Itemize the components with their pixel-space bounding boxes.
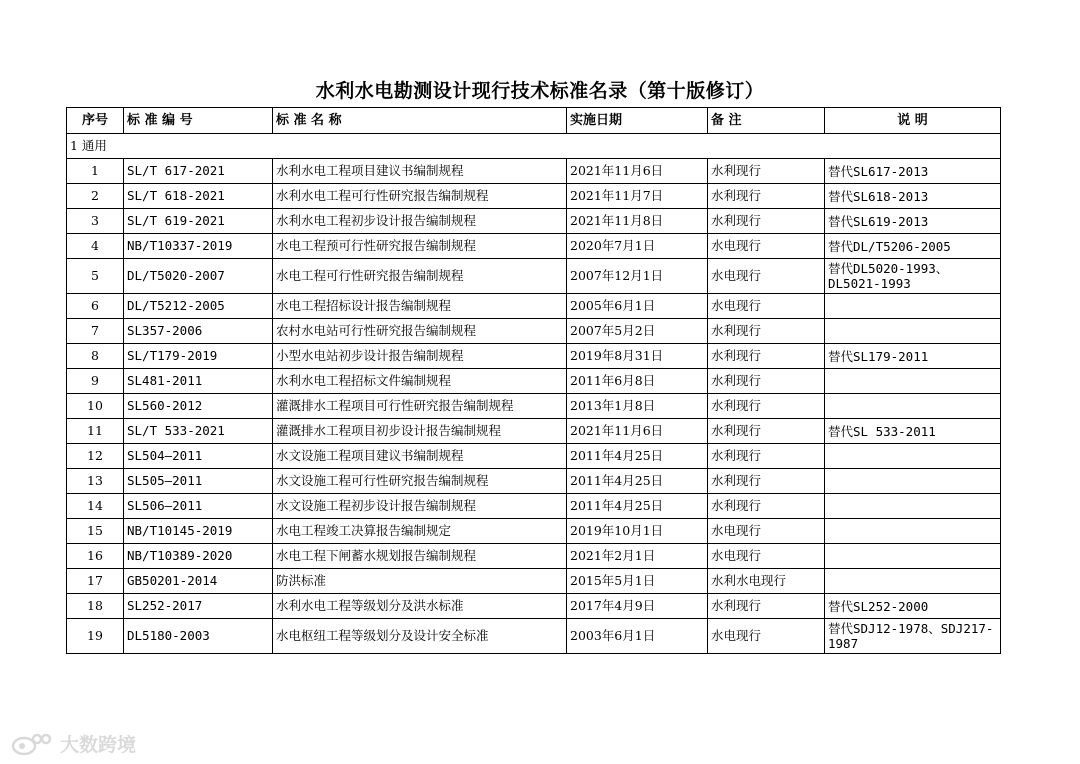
table-row [67,619,1001,654]
cell-name: 水电枢纽工程等级划分及设计安全标准 [273,619,567,654]
cell-note [825,519,1001,544]
cell-seq: 4 [67,234,124,259]
cell-code: SL252-2017 [124,594,273,619]
header-row [67,108,1001,134]
cell-remark: 水电现行 [708,294,825,319]
cell-note: 替代SL252-2000 [825,594,1001,619]
cell-code: SL/T179-2019 [124,344,273,369]
cell-remark: 水利现行 [708,209,825,234]
watermark-text: 大数跨境 [60,734,137,756]
cell-date: 2021年11月6日 [567,419,708,444]
cell-remark: 水利现行 [708,594,825,619]
table-row [67,544,1001,569]
cell-date: 2005年6月1日 [567,294,708,319]
cell-date: 2021年11月8日 [567,209,708,234]
cell-code: SL506—2011 [124,494,273,519]
cell-code: SL/T 619-2021 [124,209,273,234]
cell-note: 替代SL618-2013 [825,184,1001,209]
cell-seq: 7 [67,319,124,344]
col-header-date: 实施日期 [567,108,708,134]
cell-date: 2011年4月25日 [567,494,708,519]
cell-code: SL560-2012 [124,394,273,419]
cell-name: 水利水电工程初步设计报告编制规程 [273,209,567,234]
cell-code: SL505—2011 [124,469,273,494]
cell-note [825,369,1001,394]
cell-name: 水利水电工程等级划分及洪水标准 [273,594,567,619]
cell-date: 2013年1月8日 [567,394,708,419]
page-title: 水利水电勘测设计现行技术标准名录（第十版修订） [315,80,765,102]
cell-date: 2017年4月9日 [567,594,708,619]
cell-note [825,569,1001,594]
cell-name: 农村水电站可行性研究报告编制规程 [273,319,567,344]
cell-code: SL504—2011 [124,444,273,469]
cell-code: DL/T5212-2005 [124,294,273,319]
cell-name: 水文设施工程初步设计报告编制规程 [273,494,567,519]
cell-name: 水电工程预可行性研究报告编制规程 [273,234,567,259]
cell-date: 2007年12月1日 [567,259,708,294]
cell-code: DL5180-2003 [124,619,273,654]
table-row [67,319,1001,344]
cell-seq: 16 [67,544,124,569]
cell-note: 替代SDJ12-1978、SDJ217-1987 [825,619,1001,654]
table-row [67,159,1001,184]
cell-seq: 17 [67,569,124,594]
standards-table [66,107,1001,654]
cell-seq: 1 [67,159,124,184]
cell-note [825,394,1001,419]
cell-seq: 19 [67,619,124,654]
cell-name: 防洪标准 [273,569,567,594]
table-row [67,419,1001,444]
cell-remark: 水利现行 [708,159,825,184]
table-row [67,294,1001,319]
cell-seq: 6 [67,294,124,319]
cell-date: 2011年4月25日 [567,469,708,494]
cell-seq: 14 [67,494,124,519]
cell-seq: 9 [67,369,124,394]
table-row [67,394,1001,419]
cell-seq: 11 [67,419,124,444]
cell-remark: 水电现行 [708,519,825,544]
cell-code: NB/T10337-2019 [124,234,273,259]
cell-name: 水文设施工程可行性研究报告编制规程 [273,469,567,494]
cell-seq: 5 [67,259,124,294]
table-row [67,469,1001,494]
cell-note: 替代SL179-2011 [825,344,1001,369]
table-row [67,234,1001,259]
cell-seq: 18 [67,594,124,619]
cell-seq: 3 [67,209,124,234]
cell-seq: 8 [67,344,124,369]
cell-seq: 10 [67,394,124,419]
cell-code: SL/T 533-2021 [124,419,273,444]
cell-note: 替代DL5020-1993、DL5021-1993 [825,259,1001,294]
cell-name: 水电工程可行性研究报告编制规程 [273,259,567,294]
cell-remark: 水利现行 [708,394,825,419]
cell-remark: 水利水电现行 [708,569,825,594]
cell-remark: 水电现行 [708,259,825,294]
cell-code: SL357-2006 [124,319,273,344]
cell-remark: 水利现行 [708,419,825,444]
col-header-code: 标 准 编 号 [124,108,273,134]
cell-note [825,544,1001,569]
cell-note [825,294,1001,319]
table-row [67,259,1001,294]
cell-note: 替代SL619-2013 [825,209,1001,234]
cell-code: NB/T10389-2020 [124,544,273,569]
cell-date: 2019年8月31日 [567,344,708,369]
cell-remark: 水电现行 [708,234,825,259]
cell-note: 替代DL/T5206-2005 [825,234,1001,259]
cell-remark: 水电现行 [708,544,825,569]
weibo-icon [10,731,54,757]
cell-remark: 水利现行 [708,369,825,394]
table-row [67,184,1001,209]
cell-name: 灌溉排水工程项目可行性研究报告编制规程 [273,394,567,419]
cell-remark: 水利现行 [708,444,825,469]
cell-date: 2021年11月7日 [567,184,708,209]
cell-date: 2015年5月1日 [567,569,708,594]
cell-name: 水电工程招标设计报告编制规程 [273,294,567,319]
col-header-note: 说 明 [825,108,1001,134]
cell-note [825,444,1001,469]
cell-code: SL/T 618-2021 [124,184,273,209]
cell-name: 灌溉排水工程项目初步设计报告编制规程 [273,419,567,444]
cell-name: 水电工程下闸蓄水规划报告编制规程 [273,544,567,569]
table-row [67,494,1001,519]
table-row [67,569,1001,594]
cell-date: 2020年7月1日 [567,234,708,259]
col-header-name: 标 准 名 称 [273,108,567,134]
cell-code: GB50201-2014 [124,569,273,594]
cell-note [825,319,1001,344]
cell-date: 2019年10月1日 [567,519,708,544]
cell-code: NB/T10145-2019 [124,519,273,544]
cell-name: 水利水电工程项目建议书编制规程 [273,159,567,184]
watermark [10,730,136,757]
col-header-remark: 备 注 [708,108,825,134]
cell-note [825,494,1001,519]
cell-seq: 15 [67,519,124,544]
cell-seq: 12 [67,444,124,469]
cell-remark: 水利现行 [708,319,825,344]
cell-remark: 水利现行 [708,494,825,519]
cell-date: 2003年6月1日 [567,619,708,654]
cell-note [825,469,1001,494]
cell-name: 水电工程竣工决算报告编制规定 [273,519,567,544]
cell-code: DL/T5020-2007 [124,259,273,294]
cell-remark: 水利现行 [708,469,825,494]
cell-code: SL481-2011 [124,369,273,394]
cell-date: 2021年2月1日 [567,544,708,569]
section-label: 1 通用 [67,134,1001,159]
cell-date: 2021年11月6日 [567,159,708,184]
cell-remark: 水利现行 [708,184,825,209]
table-row [67,369,1001,394]
cell-date: 2007年5月2日 [567,319,708,344]
table-row [67,594,1001,619]
table-row [67,344,1001,369]
cell-seq: 2 [67,184,124,209]
table-row [67,444,1001,469]
cell-remark: 水电现行 [708,619,825,654]
cell-name: 小型水电站初步设计报告编制规程 [273,344,567,369]
cell-code: SL/T 617-2021 [124,159,273,184]
cell-date: 2011年4月25日 [567,444,708,469]
table-row [67,519,1001,544]
cell-seq: 13 [67,469,124,494]
cell-remark: 水利现行 [708,344,825,369]
cell-name: 水文设施工程项目建议书编制规程 [273,444,567,469]
cell-name: 水利水电工程可行性研究报告编制规程 [273,184,567,209]
table-row [67,209,1001,234]
cell-date: 2011年6月8日 [567,369,708,394]
cell-note: 替代SL617-2013 [825,159,1001,184]
section-row [67,134,1001,159]
col-header-seq: 序号 [67,108,124,134]
cell-name: 水利水电工程招标文件编制规程 [273,369,567,394]
cell-note: 替代SL 533-2011 [825,419,1001,444]
